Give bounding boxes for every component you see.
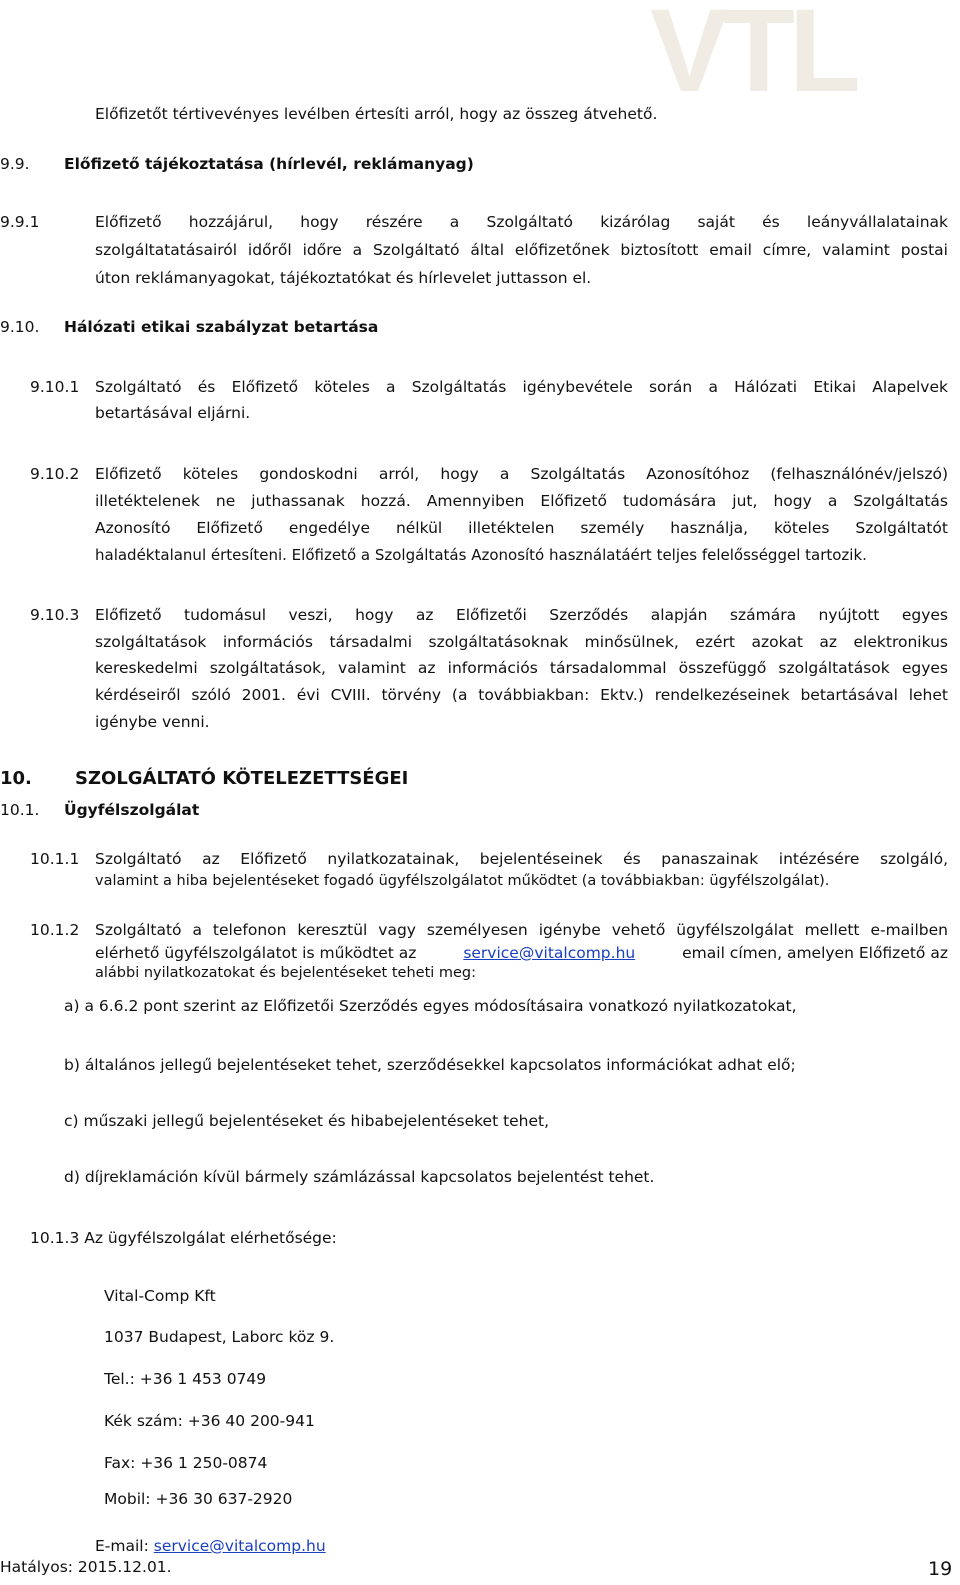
- contact-blue-number: Kék szám: +36 40 200-941: [104, 1412, 315, 1430]
- para-10-1-1-line: Szolgáltató az Előfizető nyilatkozatainak, bejelentéseinek és panaszainak intézésére szolgáló,: [95, 850, 948, 868]
- list-item: d) díjreklamáción kívül bármely számlázással kapcsolatos bejelentést tehet.: [64, 1168, 655, 1186]
- para-9-10-1-line: betartásával eljárni.: [95, 404, 251, 422]
- contact-email: [95, 1537, 326, 1555]
- contact-mobil: Mobil: +36 30 637-2920: [104, 1490, 293, 1508]
- section-10-1-title: Ügyfélszolgálat: [64, 801, 200, 819]
- para-9-9-1-line: szolgáltatatásairól időről időre a Szolgáltató által előfizetőnek biztosított email címre, valamint postai: [95, 241, 948, 259]
- para-9-10-2-line: illetéktelenek ne juthassanak hozzá. Amennyiben Előfizető tudomására jut, hogy a Szolgáltatás: [95, 492, 948, 510]
- para-10-1-3: 10.1.3 Az ügyfélszolgálat elérhetősége:: [30, 1229, 337, 1247]
- para-10-1-2-number: 10.1.2: [30, 921, 80, 939]
- contact-company: Vital-Comp Kft: [104, 1287, 216, 1305]
- para-9-10-1-line: Szolgáltató és Előfizető köteles a Szolgáltatás igénybevétele során a Hálózati Etikai Alapelvek: [95, 378, 948, 396]
- para-9-10-3-number: 9.10.3: [30, 606, 80, 624]
- chapter-10-number: 10.: [0, 768, 32, 789]
- para-9-10-3-line: Előfizető tudomásul veszi, hogy az Előfizetői Szerződés alapján számára nyújtott egyes: [95, 606, 948, 624]
- section-9-9-title: Előfizető tájékoztatása (hírlevél, reklámanyag): [64, 155, 474, 173]
- para-9-10-2-line: Azonosító Előfizető engedélye nélkül illetéktelen személy használja, köteles Szolgáltatót: [95, 519, 948, 537]
- para-9-10-3-line: igénybe venni.: [95, 713, 210, 731]
- section-9-9-number: 9.9.: [0, 155, 30, 173]
- para-9-10-2-number: 9.10.2: [30, 465, 80, 483]
- vtl-logo-watermark: VTL: [650, 0, 855, 117]
- para-9-10-2-line: Előfizető köteles gondoskodni arról, hogy a Szolgáltatás Azonosítóhoz (felhasználónév/jelszó): [95, 465, 948, 483]
- chapter-10-title: SZOLGÁLTATÓ KÖTELEZETTSÉGEI: [75, 768, 409, 789]
- para-10-1-2-text: email címen, amelyen Előfizető az: [682, 944, 948, 962]
- contact-tel: Tel.: +36 1 453 0749: [104, 1370, 267, 1388]
- list-item: b) általános jellegű bejelentéseket tehet, szerződésekkel kapcsolatos információkat adhat elő;: [64, 1056, 796, 1074]
- para-10-1-2-line: Szolgáltató a telefonon keresztül vagy személyesen igénybe vehető ügyfélszolgálat mellett e-mailben: [95, 921, 948, 939]
- contact-fax: Fax: +36 1 250-0874: [104, 1454, 268, 1472]
- section-9-10-number: 9.10.: [0, 318, 40, 336]
- para-10-1-2-line: alábbi nyilatkozatokat és bejelentéseket teheti meg:: [95, 965, 477, 981]
- list-item: a) a 6.6.2 pont szerint az Előfizetői Szerződés egyes módosításaira vonatkozó nyilatkozatokat,: [64, 997, 797, 1015]
- para-9-9-1-number: 9.9.1: [0, 213, 40, 231]
- para-9-10-3-line: szolgáltatások információs társadalmi szolgáltatásoknak minősülnek, ezért azokat az elektronikus: [95, 633, 948, 651]
- para-10-1-2-line: [95, 944, 948, 962]
- para-9-9-1-line: Előfizető hozzájárul, hogy részére a Szolgáltató kizárólag saját és leányvállalatainak: [95, 213, 948, 231]
- para-10-1-1-line: valamint a hiba bejelentéseket fogadó ügyfélszolgálatot működtet (a továbbiakban: ügyfélszolgálat).: [95, 873, 830, 889]
- para-9-10-3-line: kérdéseiről szóló 2001. évi CVIII. törvény (a továbbiakban: Ektv.) rendelkezéseinek betartásával lehet: [95, 686, 948, 704]
- para-9-10-2-line: haladéktalanul értesíteni. Előfizető a Szolgáltatás Azonosító használatáért teljes felelősséggel tartozik.: [95, 546, 867, 564]
- footer-effective-date: Hatályos: 2015.12.01.: [0, 1558, 172, 1576]
- para-10-1-1-number: 10.1.1: [30, 850, 80, 868]
- intro-paragraph: Előfizetőt tértivevényes levélben értesíti arról, hogy az összeg átvehető.: [95, 105, 658, 123]
- contact-email-label: E-mail:: [95, 1537, 149, 1555]
- para-10-1-2-text: elérhető ügyfélszolgálatot is működtet az: [95, 944, 417, 962]
- list-item: c) műszaki jellegű bejelentéseket és hibabejelentéseket tehet,: [64, 1112, 550, 1130]
- contact-email-link[interactable]: service@vitalcomp.hu: [153, 1537, 326, 1555]
- section-9-10-title: Hálózati etikai szabályzat betartása: [64, 318, 379, 336]
- email-link[interactable]: service@vitalcomp.hu: [463, 944, 636, 962]
- page-number: 19: [928, 1558, 953, 1580]
- para-9-10-3-line: kereskedelmi szolgáltatások, valamint az információs társadalommal összefüggő szolgáltatások egyes: [95, 659, 948, 677]
- contact-address: 1037 Budapest, Laborc köz 9.: [104, 1328, 335, 1346]
- para-9-9-1-line: úton reklámanyagokat, tájékoztatókat és hírlevelet juttasson el.: [95, 269, 592, 287]
- section-10-1-number: 10.1.: [0, 801, 40, 819]
- para-9-10-1-number: 9.10.1: [30, 378, 80, 396]
